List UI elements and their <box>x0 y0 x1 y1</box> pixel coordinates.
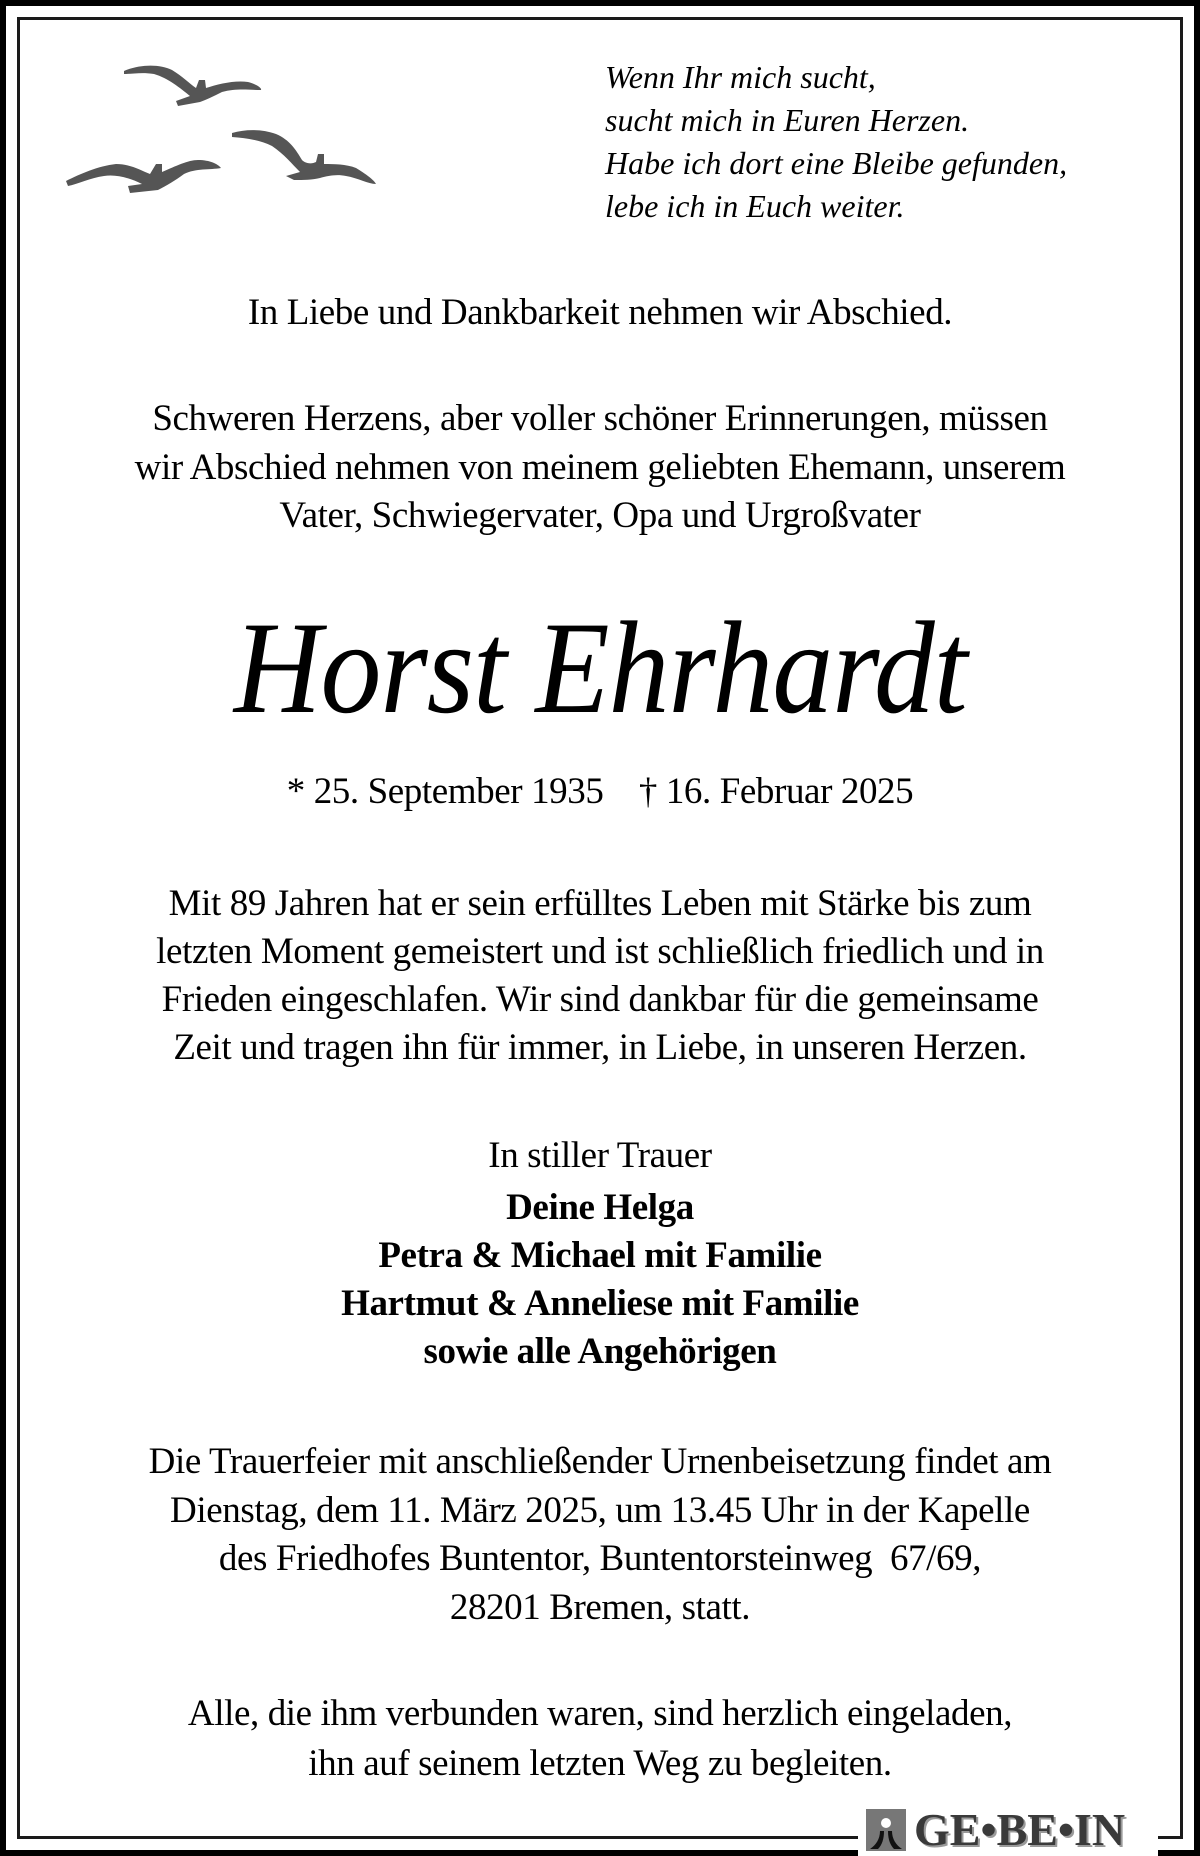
poem-line: Wenn Ihr mich sucht, <box>605 59 876 95</box>
birds-icon <box>60 55 390 205</box>
announcement-line: Schweren Herzens, aber voller schöner Erinnerungen, müssen <box>152 398 1048 439</box>
announcement-line: Vater, Schwiegervater, Opa und Urgroßvater <box>279 495 921 536</box>
closing-line: ihn auf seinem letzten Weg zu begleiten. <box>308 1743 892 1784</box>
intro-text: In Liebe und Dankbarkeit nehmen wir Abschied. <box>247 292 953 333</box>
mourner-name: Petra & Michael mit Familie <box>378 1235 822 1276</box>
tribute-line: letzten Moment gemeistert und ist schließlich friedlich und in <box>156 931 1044 972</box>
life-dates: * 25. September 1935 † 16. Februar 2025 <box>286 771 914 812</box>
mourner-name: Deine Helga <box>506 1187 694 1228</box>
closing-line: Alle, die ihm verbunden waren, sind herzlich eingeladen, <box>187 1693 1013 1734</box>
poem-line: lebe ich in Euch weiter. <box>605 188 905 224</box>
poem <box>605 56 1165 228</box>
tribute-line: Frieden eingeschlafen. Wir sind dankbar für die gemeinsame <box>161 979 1039 1020</box>
gebein-logo <box>858 1804 1158 1856</box>
poem-line: Habe ich dort eine Bleibe gefunden, <box>605 145 1068 181</box>
logo-text: GE•BE•IN <box>914 1804 1126 1855</box>
deceased-name <box>20 594 1180 741</box>
funeral-line: 28201 Bremen, statt. <box>449 1587 751 1628</box>
person-figure-icon <box>866 1809 906 1851</box>
poem-line: sucht mich in Euren Herzen. <box>605 102 970 138</box>
mourner-name: sowie alle Angehörigen <box>423 1331 777 1372</box>
funeral-line: Dienstag, dem 11. März 2025, um 13.45 Uhr in der Kapelle <box>170 1490 1030 1531</box>
tribute-line: Mit 89 Jahren hat er sein erfülltes Leben mit Stärke bis zum <box>168 883 1032 924</box>
mourner-name: Hartmut & Anneliese mit Familie <box>341 1283 859 1324</box>
announcement-line: wir Abschied nehmen von meinem geliebten Ehemann, unserem <box>134 447 1066 488</box>
mourners-heading: In stiller Trauer <box>488 1135 712 1176</box>
tribute-line: Zeit und tragen ihn für immer, in Liebe, in unseren Herzen. <box>173 1027 1027 1068</box>
funeral-line: des Friedhofes Buntentor, Buntentorsteinweg 67/69, <box>218 1538 982 1579</box>
funeral-line: Die Trauerfeier mit anschließender Urnenbeisetzung findet am <box>148 1441 1052 1482</box>
deceased-name-text: Horst Ehrhardt <box>233 594 967 741</box>
